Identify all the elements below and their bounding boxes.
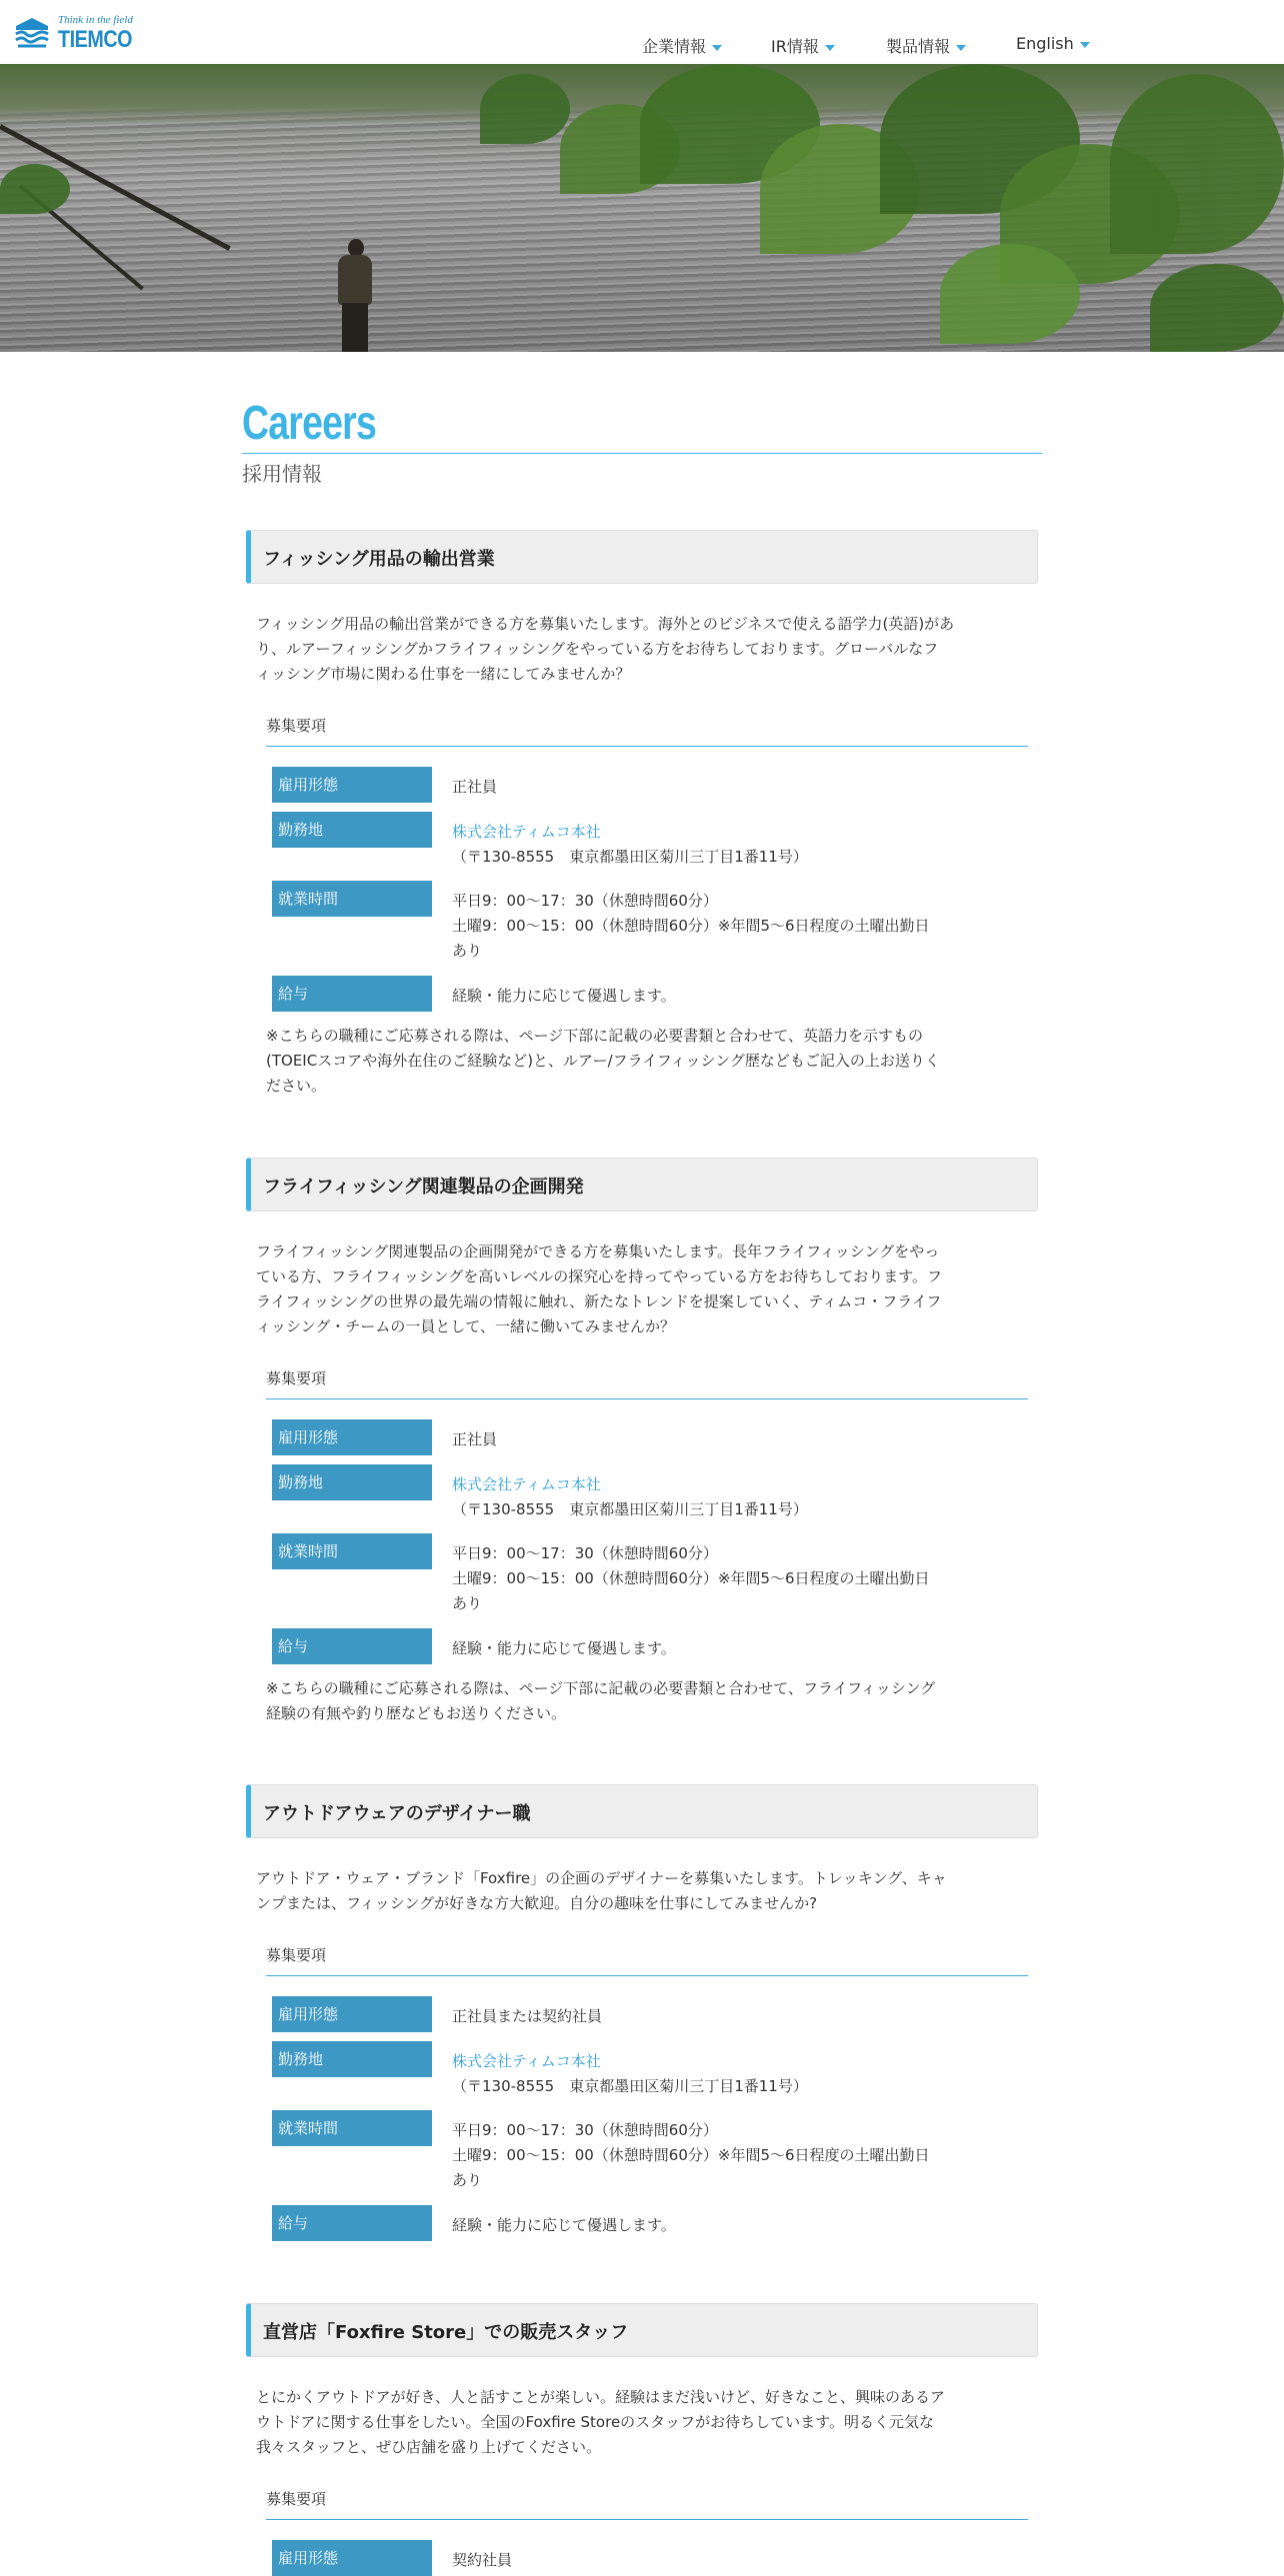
field-value	[452, 1472, 1012, 1522]
field-value: 正社員	[452, 1430, 498, 1448]
note-line: ださい。	[266, 1077, 327, 1095]
hours-line: あり	[452, 1594, 483, 1612]
hero-foliage	[0, 164, 70, 214]
note-line: (TOEICスコアや海外在住のご経験など)と、ルアー/フライフィッシング歴などもご記入の上お送りく	[266, 1052, 940, 1070]
job-description-line: ンプまたは、フィッシングが好きな方大歓迎。自分の趣味を仕事にしてみませんか?	[256, 1894, 818, 1912]
hours-line: あり	[452, 942, 483, 960]
location-link[interactable]: 株式会社ティムコ本社	[452, 2052, 601, 2070]
field-label: 給与	[272, 2205, 432, 2241]
field-label: 雇用形態	[272, 1419, 432, 1455]
hours-line: 土曜9：00～15：00（休憩時間60分）※年間5～6日程度の土曜出勤日	[452, 1569, 930, 1587]
field-label: 勤務地	[272, 2041, 432, 2077]
field-label: 勤務地	[272, 1464, 432, 1500]
job-posting	[246, 530, 1038, 1099]
caret-down-icon	[712, 45, 722, 51]
hero-foliage	[940, 244, 1080, 344]
job-description	[256, 1240, 1024, 1339]
job-title: 直営店「Foxfire Store」での販売スタッフ	[263, 2322, 629, 2343]
nav-label: 企業情報	[642, 37, 707, 56]
caret-down-icon	[825, 45, 835, 51]
title-divider	[242, 453, 1042, 454]
logo-tagline: Think in the field	[58, 14, 133, 26]
field-value: 正社員	[452, 778, 498, 796]
field-hours	[272, 881, 1038, 967]
location-address: （〒130-8555 東京都墨田区菊川三丁目1番11号）	[452, 2077, 808, 2095]
job-description-line: とにかくアウトドアが好き、人と話すことが楽しい。経験はまだ浅いけど、好きなこと、興味のあるア	[256, 2388, 945, 2406]
field-employment	[272, 1419, 1038, 1455]
job-description-line: フライフィッシング関連製品の企画開発ができる方を募集いたします。長年フライフィッシングをやっ	[256, 1243, 940, 1261]
field-value	[452, 820, 1012, 870]
job-description	[256, 612, 1024, 687]
location-address: （〒130-8555 東京都墨田区菊川三丁目1番11号）	[452, 1500, 808, 1518]
field-label: 就業時間	[272, 2110, 432, 2146]
job-description	[256, 1866, 1024, 1916]
field-value	[452, 1541, 1012, 1616]
field-salary	[272, 976, 1038, 1012]
field-value: 正社員または契約社員	[452, 2007, 603, 2025]
field-value	[452, 2049, 1012, 2099]
job-title: フィッシング用品の輸出営業	[263, 549, 495, 570]
note-line: ※こちらの職種にご応募される際は、ページ下部に記載の必要書類と合わせて、英語力を示すもの	[266, 1027, 923, 1045]
hero-foliage	[480, 74, 570, 144]
note-line: 経験の有無や釣り歴などもお送りください。	[266, 1704, 567, 1722]
field-label: 給与	[272, 976, 432, 1012]
nav-item-ir[interactable]	[771, 34, 835, 57]
field-location	[272, 2041, 1038, 2101]
field-label: 就業時間	[272, 1533, 432, 1569]
job-description-line: 我々スタッフと、ぜひ店舗を盛り上げてください。	[256, 2438, 602, 2456]
logo-wordmark: TIEMCO	[58, 26, 133, 53]
job-title-bar	[246, 2303, 1038, 2357]
job-description-line: ィッシング市場に関わる仕事を一緒にしてみませんか？	[256, 665, 631, 683]
application-note	[266, 1676, 1018, 1726]
field-label: 雇用形態	[272, 767, 432, 803]
field-label: 就業時間	[272, 881, 432, 917]
hours-line: 平日9：00～17：30（休憩時間60分）	[452, 892, 718, 910]
job-title: アウトドアウェアのデザイナー職	[263, 1803, 531, 1824]
main-nav	[0, 34, 1284, 58]
field-salary	[272, 2205, 1038, 2241]
field-location	[272, 812, 1038, 872]
job-title-bar	[246, 1784, 1038, 1838]
nav-item-english[interactable]	[1016, 34, 1090, 53]
hours-line: 平日9：00～17：30（休憩時間60分）	[452, 2121, 718, 2139]
field-hours	[272, 2110, 1038, 2196]
job-title-bar	[246, 1158, 1038, 1212]
nav-label: 製品情報	[886, 37, 951, 56]
job-description-line: り、ルアーフィッシングかフライフィッシングをやっている方をお待ちしております。グローバルなフ	[256, 640, 939, 658]
caret-down-icon	[956, 45, 966, 51]
job-description-line: ている方、フライフィッシングを高いレベルの探究心を持ってやっている方をお待ちしております。フ	[256, 1268, 943, 1286]
job-title-bar	[246, 530, 1038, 584]
field-label: 雇用形態	[272, 1996, 432, 2032]
note-line: ※こちらの職種にご応募される際は、ページ下部に記載の必要書類と合わせて、フライフィッシング	[266, 1679, 936, 1697]
requirements-heading: 募集要項	[266, 1944, 1028, 1976]
field-hours	[272, 1533, 1038, 1619]
job-title: フライフィッシング関連製品の企画開発	[263, 1177, 584, 1198]
field-value: 経験・能力に応じて優遇します。	[452, 2216, 676, 2234]
requirements-heading: 募集要項	[266, 2488, 1028, 2520]
field-value: 経験・能力に応じて優遇します。	[452, 1639, 676, 1657]
requirements-heading: 募集要項	[266, 1367, 1028, 1399]
hours-line: あり	[452, 2171, 483, 2189]
hours-line: 土曜9：00～15：00（休憩時間60分）※年間5～6日程度の土曜出勤日	[452, 2146, 930, 2164]
job-posting	[246, 2303, 1038, 2576]
field-employment	[272, 1996, 1038, 2032]
job-posting	[246, 1158, 1038, 1726]
hours-line: 土曜9：00～15：00（休憩時間60分）※年間5～6日程度の土曜出勤日	[452, 917, 930, 935]
nav-item-products[interactable]	[886, 34, 966, 57]
hero-image	[0, 64, 1284, 352]
field-label: 給与	[272, 1628, 432, 1664]
field-employment	[272, 767, 1038, 803]
field-value: 経験・能力に応じて優遇します。	[452, 987, 676, 1005]
field-location	[272, 1464, 1038, 1524]
job-description	[256, 2385, 1024, 2460]
caret-down-icon	[1080, 42, 1090, 48]
job-description-line: ィッシング・チームの一員として、一緒に働いてみませんか？	[256, 1317, 676, 1335]
job-description-line: ウトドアに関する仕事をしたい。全国のFoxfire Storeのスタッフがお待ちしています。明るく元気な	[256, 2413, 934, 2431]
location-address: （〒130-8555 東京都墨田区菊川三丁目1番11号）	[452, 848, 808, 866]
hero-foliage	[1110, 74, 1284, 254]
location-link[interactable]: 株式会社ティムコ本社	[452, 823, 601, 841]
page-title: Careers	[242, 397, 377, 450]
site-header	[0, 0, 1284, 65]
job-description-line: フィッシング用品の輸出営業ができる方を募集いたします。海外とのビジネスで使える語学力(英語)があ	[256, 615, 955, 633]
field-label: 勤務地	[272, 812, 432, 848]
hours-line: 平日9：00～17：30（休憩時間60分）	[452, 1544, 718, 1562]
job-description-line: アウトドア・ウェア・ブランド「Foxfire」の企画のデザイナーを募集いたします。トレッキング、キャ	[256, 1869, 947, 1887]
field-salary	[272, 1628, 1038, 1664]
page-subtitle: 採用情報	[242, 462, 322, 486]
requirements-heading: 募集要項	[266, 715, 1028, 747]
nav-label: IR情報	[771, 37, 819, 56]
field-employment	[272, 2540, 1038, 2576]
hero-foliage	[1150, 264, 1284, 352]
job-description-line: ライフィッシングの世界の最先端の情報に触れ、新たなトレンドを提案していく、ティムコ・フライフ	[256, 1292, 942, 1310]
field-value	[452, 2118, 1012, 2193]
location-link[interactable]: 株式会社ティムコ本社	[452, 1475, 601, 1493]
nav-label: English	[1016, 34, 1074, 53]
field-value	[452, 889, 1012, 964]
application-note	[266, 1024, 1018, 1099]
job-posting	[246, 1784, 1038, 2241]
field-label: 雇用形態	[272, 2540, 432, 2576]
hero-angler-figure	[330, 239, 380, 352]
field-value: 契約社員	[452, 2551, 513, 2569]
nav-item-company[interactable]	[642, 34, 722, 57]
